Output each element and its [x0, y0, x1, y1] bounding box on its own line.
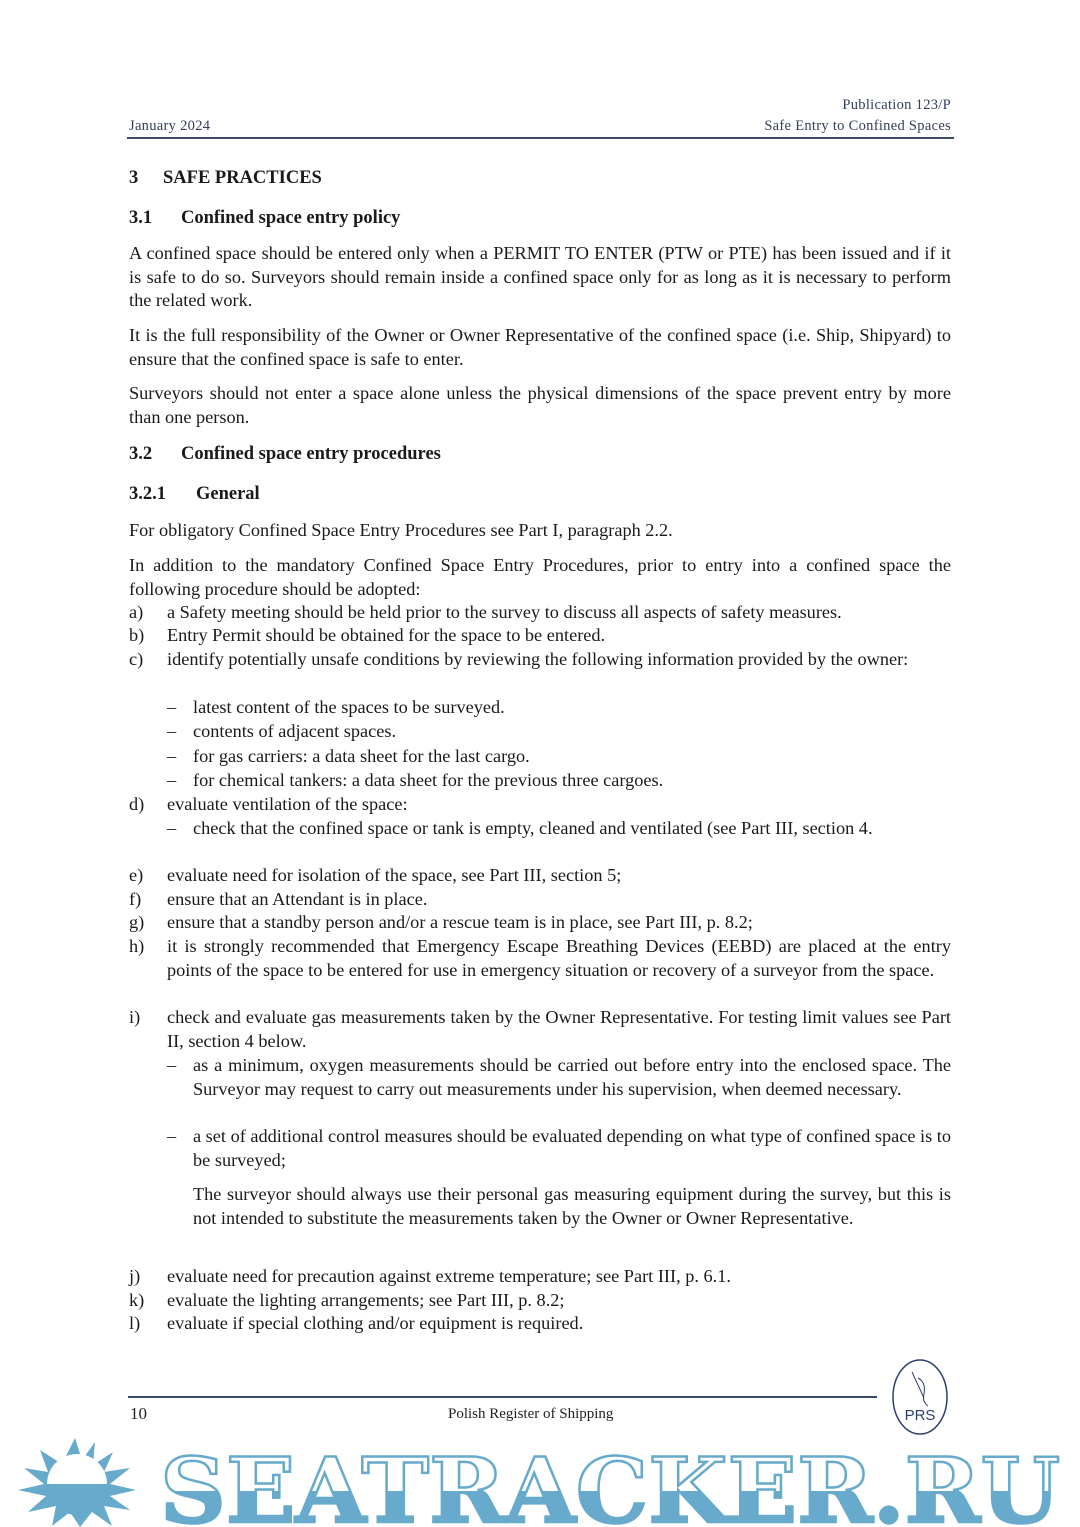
subsubsection-heading	[129, 484, 260, 505]
list-text: as a minimum, oxygen measurements should be carried out before entry into the enclosed space. The Surveyor may request to carry out measurements under his supervision, when deemed necessary.	[193, 1055, 951, 1099]
list-marker: c)	[129, 649, 144, 669]
list-text: check that the confined space or tank is empty, cleaned and ventilated (see Part III, section 4.	[193, 818, 873, 838]
paragraph: A confined space should be entered only when a PERMIT TO ENTER (PTW or PTE) has been issued and if it is safe to do so. Surveyors should remain inside a confined space only for as long as it is necessary to perform the related work.	[129, 243, 951, 311]
list-marker: d)	[129, 794, 145, 814]
section-heading	[129, 168, 322, 189]
list-marker: i)	[129, 1007, 141, 1027]
footer-rule	[128, 1396, 877, 1398]
dash-marker: –	[167, 770, 177, 790]
list-text: ensure that an Attendant is in place.	[167, 889, 428, 909]
list-marker: a)	[129, 602, 144, 622]
list-text: for gas carriers: a data sheet for the last cargo.	[193, 746, 530, 766]
note-text: The surveyor should always use their personal gas measuring equipment during the survey, but this is not intended to substitute the measurements taken by the Owner or Owner Representative.	[193, 1184, 951, 1228]
dash-marker: –	[167, 1055, 177, 1075]
list-text: evaluate if special clothing and/or equipment is required.	[167, 1313, 584, 1333]
dash-marker: –	[167, 746, 177, 766]
dash-marker: –	[167, 697, 177, 717]
subsection-heading	[129, 208, 400, 229]
footer-org: Polish Register of Shipping	[448, 1406, 614, 1422]
dash-marker: –	[167, 721, 177, 741]
list-marker: j)	[129, 1266, 141, 1286]
list-text: a Safety meeting should be held prior to the survey to discuss all aspects of safety measures.	[167, 602, 842, 622]
subsection-heading	[129, 444, 441, 465]
list-text: a set of additional control measures should be evaluated depending on what type of confined space is to be surveyed;	[193, 1126, 951, 1170]
sun-icon	[18, 1438, 136, 1527]
page-number: 10	[130, 1404, 147, 1423]
header-doc-title: Safe Entry to Confined Spaces	[764, 118, 951, 134]
list-text: it is strongly recommended that Emergency Escape Breathing Devices (EEBD) are placed at the entry points of the space to be entered for use in emergency situation or recovery of a surveyor from the space.	[167, 936, 951, 980]
dash-marker: –	[167, 1126, 177, 1146]
dash-marker: –	[167, 818, 177, 838]
list-text: ensure that a standby person and/or a rescue team is in place, see Part III, p. 8.2;	[167, 912, 753, 932]
list-text: for chemical tankers: a data sheet for the previous three cargoes.	[193, 770, 664, 790]
subsubsection-number: 3.2.1	[129, 484, 166, 504]
subsubsection-title: General	[196, 484, 260, 504]
list-text: evaluate need for isolation of the space, see Part III, section 5;	[167, 865, 622, 885]
list-text: evaluate the lighting arrangements; see Part III, p. 8.2;	[167, 1290, 565, 1310]
list-text: Entry Permit should be obtained for the space to be entered.	[167, 625, 606, 645]
list-marker: l)	[129, 1313, 141, 1333]
subsection-title: Confined space entry procedures	[181, 444, 441, 464]
seatracker-watermark	[0, 1438, 1080, 1527]
list-text: check and evaluate gas measurements taken by the Owner Representative. For testing limit values see Part II, section 4 below.	[167, 1007, 951, 1051]
paragraph: It is the full responsibility of the Owner or Owner Representative of the confined space (i.e. Ship, Shipyard) to ensure that the confined space is safe to enter.	[129, 325, 951, 369]
section-number: 3	[129, 168, 139, 188]
list-marker: b)	[129, 625, 145, 645]
list-text: latest content of the spaces to be surveyed.	[193, 697, 505, 717]
paragraph: For obligatory Confined Space Entry Procedures see Part I, paragraph 2.2.	[129, 520, 673, 540]
section-title: SAFE PRACTICES	[163, 168, 322, 188]
subsection-number: 3.2	[129, 444, 153, 464]
list-marker: f)	[129, 889, 142, 909]
list-marker: g)	[129, 912, 145, 932]
header-date: January 2024	[129, 118, 211, 134]
svg-text:PRS: PRS	[904, 1407, 936, 1424]
header-publication: Publication 123/P	[842, 97, 951, 113]
paragraph: Surveyors should not enter a space alone unless the physical dimensions of the space prevent entry by more than one person.	[129, 383, 951, 427]
header-rule	[127, 137, 954, 139]
list-marker: e)	[129, 865, 144, 885]
list-text: evaluate ventilation of the space:	[167, 794, 408, 814]
subsection-title: Confined space entry policy	[181, 208, 401, 228]
svg-text:SEATRACKER.RU: SEATRACKER.RU	[160, 1438, 1060, 1527]
paragraph: In addition to the mandatory Confined Space Entry Procedures, prior to entry into a confined space the following procedure should be adopted:	[129, 555, 951, 599]
prs-logo	[890, 1358, 950, 1436]
list-text: contents of adjacent spaces.	[193, 721, 397, 741]
list-marker: k)	[129, 1290, 145, 1310]
list-text: evaluate need for precaution against extreme temperature; see Part III, p. 6.1.	[167, 1266, 731, 1286]
subsection-number: 3.1	[129, 208, 153, 228]
list-marker: h)	[129, 936, 145, 956]
list-text: identify potentially unsafe conditions by reviewing the following information provided by the owner:	[167, 649, 909, 669]
